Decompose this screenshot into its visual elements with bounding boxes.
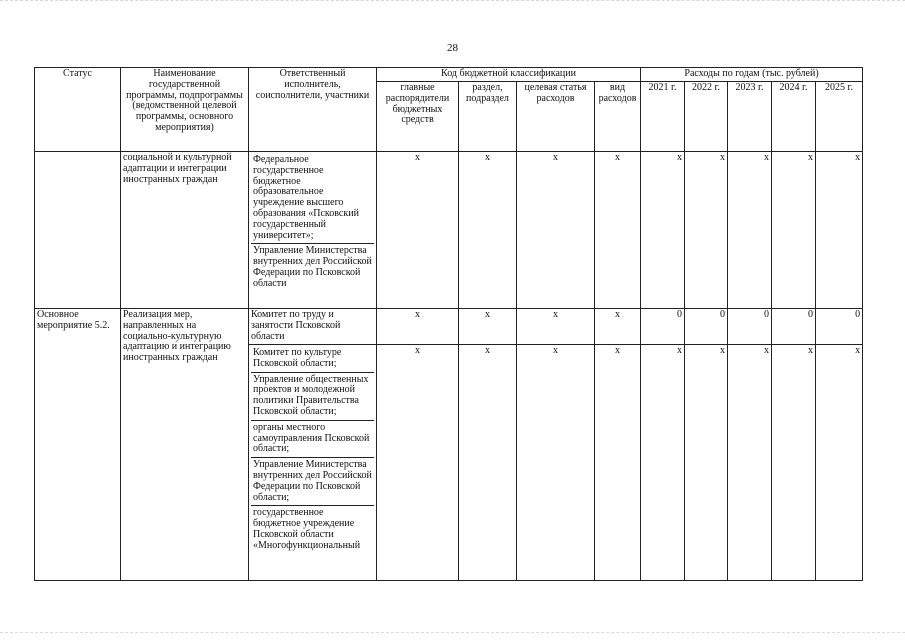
header-status: Статус: [35, 68, 121, 152]
header-section: раздел, подраздел: [459, 82, 517, 152]
row2-code-article: х: [517, 309, 595, 345]
row1-year-2021: х: [641, 152, 685, 309]
row1-executors: [249, 152, 377, 309]
row2-code-section: х: [459, 309, 517, 345]
row1-code-managers: х: [377, 152, 459, 309]
row1-year-2023: х: [728, 152, 772, 309]
row2-year-2023: 0: [728, 309, 772, 345]
executor-item: Управление Министерства внутренних дел Российской Федерации по Псковской области;: [251, 458, 374, 506]
row3-year-2023: х: [728, 345, 772, 581]
executor-item: органы местного самоуправления Псковской области;: [251, 421, 374, 458]
table-row: [35, 309, 863, 345]
header-executor: Ответственный исполнитель, соисполнители, участники: [249, 68, 377, 152]
executor-item: государственное бюджетное учреждение Псковской области «Многофункциональный: [253, 507, 361, 551]
scan-edge-bottom: [0, 632, 905, 639]
row3-code-type: х: [595, 345, 641, 581]
row2-year-2025: 0: [816, 309, 863, 345]
header-budget-code: Код бюджетной классификации: [377, 68, 641, 82]
row3-code-managers: х: [377, 345, 459, 581]
row2-status: Основное мероприятие 5.2.: [35, 309, 121, 581]
row2-code-type: х: [595, 309, 641, 345]
header-year-2021: 2021 г.: [641, 82, 685, 152]
header-target-article: целевая статья расходов: [517, 82, 595, 152]
header-expense-type: вид расходов: [595, 82, 641, 152]
row3-year-2021: х: [641, 345, 685, 581]
header-year-2024: 2024 г.: [772, 82, 816, 152]
header-year-2023: 2023 г.: [728, 82, 772, 152]
row2-code-managers: х: [377, 309, 459, 345]
row1-name: социальной и культурной адаптации и интеграции иностранных граждан: [121, 152, 249, 309]
row1-code-section: х: [459, 152, 517, 309]
executor-item: Управление общественных проектов и молодежной политики Правительства Псковской области;: [251, 373, 374, 421]
row2-year-2024: 0: [772, 309, 816, 345]
row2-executor-main: Комитет по труду и занятости Псковской области: [249, 309, 377, 345]
scan-edge-top: [0, 0, 905, 7]
budget-table: [34, 67, 863, 581]
row3-year-2022: х: [685, 345, 728, 581]
row1-code-type: х: [595, 152, 641, 309]
row1-code-article: х: [517, 152, 595, 309]
row3-code-article: х: [517, 345, 595, 581]
header-year-2022: 2022 г.: [685, 82, 728, 152]
executor-item: Федеральное государственное бюджетное образовательное учреждение высшего образования «Псковский государственный университет»;: [251, 153, 374, 244]
row3-year-2025: х: [816, 345, 863, 581]
executor-item: Комитет по культуре Псковской области;: [251, 346, 374, 373]
row1-year-2022: х: [685, 152, 728, 309]
header-main-managers: главные распорядители бюджетных средств: [377, 82, 459, 152]
row2-year-2021: 0: [641, 309, 685, 345]
header-expenses: Расходы по годам (тыс. рублей): [641, 68, 863, 82]
row3-year-2024: х: [772, 345, 816, 581]
row2-name: Реализация мер, направленных на социально-культурную адаптацию и интеграцию иностранных граждан: [121, 309, 249, 581]
executor-item: Управление Министерства внутренних дел Российской Федерации по Псковской области: [253, 245, 372, 289]
row3-code-section: х: [459, 345, 517, 581]
row1-year-2024: х: [772, 152, 816, 309]
page-number: 28: [447, 42, 458, 54]
row1-status: [35, 152, 121, 309]
table-row: [35, 152, 863, 309]
row1-year-2025: х: [816, 152, 863, 309]
header-year-2025: 2025 г.: [816, 82, 863, 152]
header-name: Наименование государственной программы, подпрограммы (ведомственной целевой программы, основного мероприятия): [121, 68, 249, 152]
row2-year-2022: 0: [685, 309, 728, 345]
row3-executors: [249, 345, 377, 581]
